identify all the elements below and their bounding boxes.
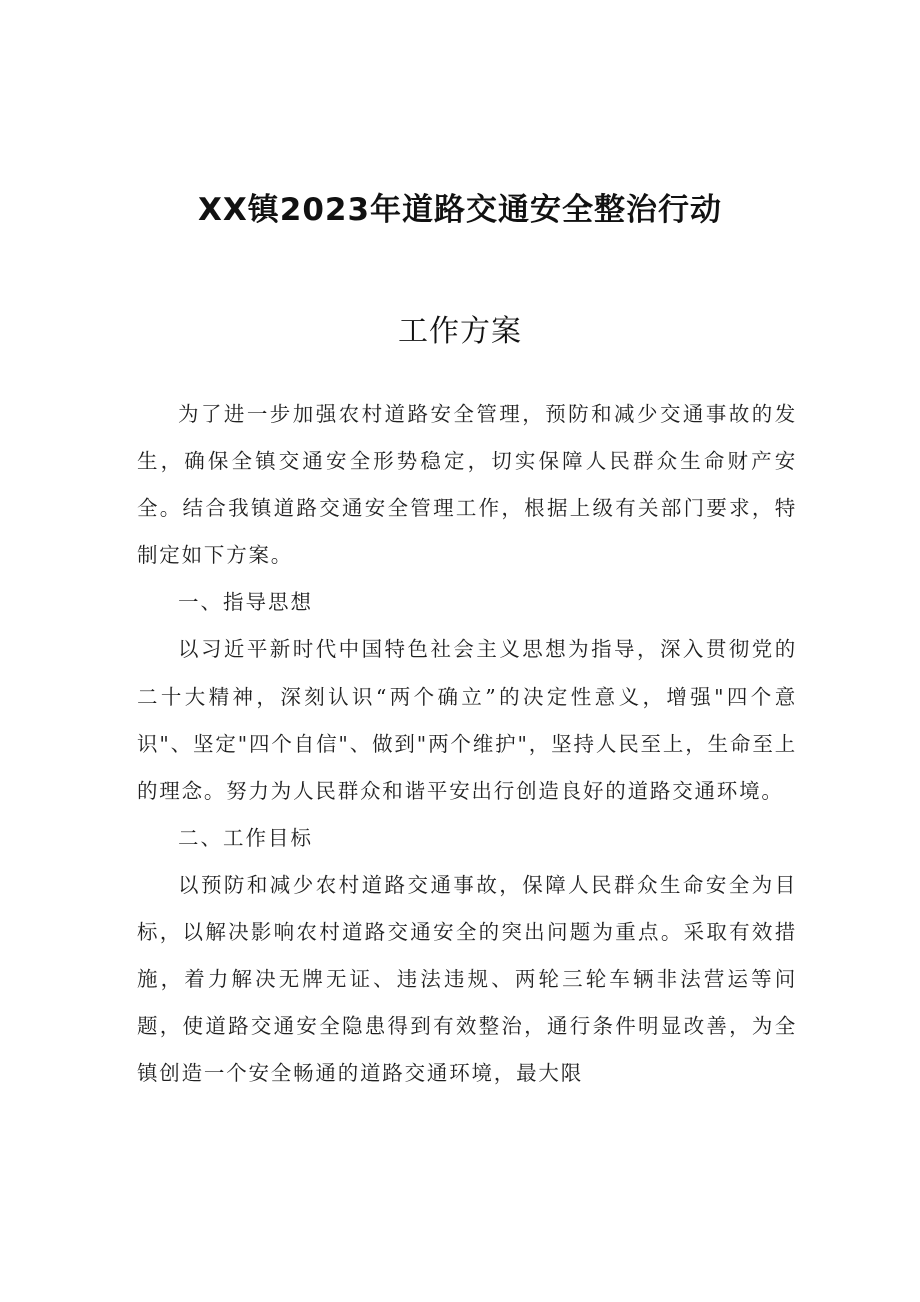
- section-heading-guiding-ideology: 一、指导思想: [178, 590, 313, 615]
- section-heading-work-goals: 二、工作目标: [178, 825, 313, 850]
- section-paragraph-guiding-ideology: 以习近平新时代中国特色社会主义思想为指导，深入贯彻党的二十大精神，深刻认识“两个确立”的决定性意义，增强"四个意识"、坚定"四个自信"、做到"两个维护"，坚持人民至上，生命至上的理念。努力为人民群众和谐平安出行创造良好的道路交通环境。: [137, 637, 797, 803]
- document-title-line-2: 工作方案: [398, 314, 522, 349]
- document-title-line-1: XX镇2023年道路交通安全整治行动: [197, 192, 723, 228]
- document-body: [137, 391, 797, 1097]
- section-paragraph-work-goals: 以预防和减少农村道路交通事故，保障人民群众生命安全为目标，以解决影响农村道路交通安全的突出问题为重点。采取有效措施，着力解决无牌无证、违法违规、两轮三轮车辆非法营运等问题，使道路交通安全隐患得到有效整治，通行条件明显改善，为全镇创造一个安全畅通的道路交通环境，最大限: [137, 872, 797, 1086]
- intro-paragraph: 为了进一步加强农村道路安全管理，预防和减少交通事故的发生，确保全镇交通安全形势稳定，切实保障人民群众生命财产安全。结合我镇道路交通安全管理工作，根据上级有关部门要求，特制定如下方案。: [137, 402, 797, 568]
